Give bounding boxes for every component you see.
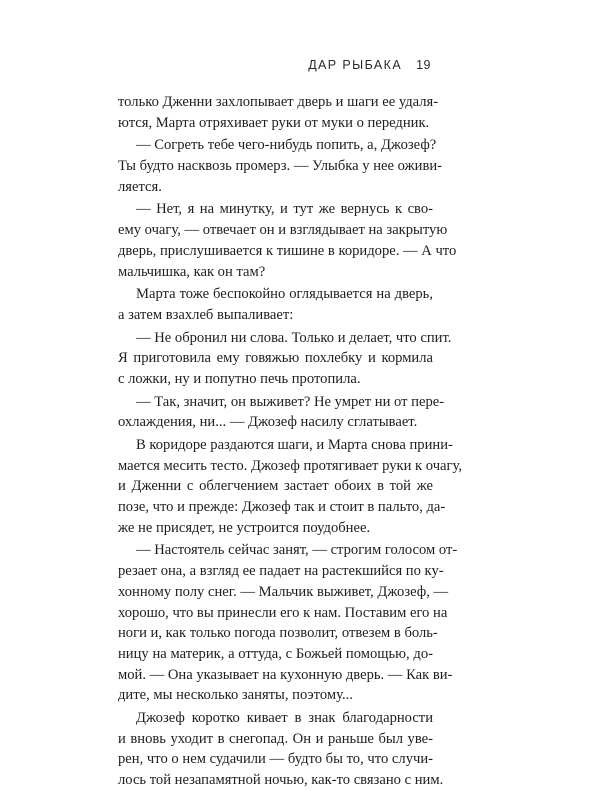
text-line: же не присядет, не устроится поудобнее. [118,519,371,536]
body-text [118,92,462,791]
text-line: мальчишка, как он там? [118,263,266,280]
running-head-title: ДАР РЫБАКА [308,58,403,72]
paragraph [118,392,445,433]
text-line: Марта тоже беспокойно оглядывается на дверь, [136,286,433,303]
text-line: позе, что и прежде: Джозеф так и стоит в пальто, да- [118,499,446,516]
text-line: и вновь уходит в снегопад. Он и раньше был уве- [118,730,433,747]
text-line: — Нет, я на минутку, и тут же вернусь к сво- [136,201,433,218]
text-line: — Не обронил ни слова. Только и делает, что спит. [136,329,452,346]
text-line: ноги и, как только погода позволит, отвезем в боль- [118,625,438,642]
page-number: 19 [416,58,431,72]
text-line: ему очагу, — отвечает он и взглядывает на закрытую [118,222,448,239]
paragraph [118,199,457,282]
text-line: лось той незапамятной ночью, как-то связано с ним. [118,772,444,788]
text-line: мой. — Она указывает на кухонную дверь. — Как ви- [118,666,453,683]
text-line: ляется. [118,178,162,195]
paragraph [118,92,439,133]
paragraph [118,708,444,791]
text-line: — Настоятель сейчас занят, — строгим голосом от- [136,542,458,559]
text-line: дверь, прислушивается к тишине в коридоре. — А что [118,242,457,259]
text-line: резает она, а взгляд ее падает на растекшийся по ку- [118,563,444,580]
text-line: В коридоре раздаются шаги, и Марта снова прини- [136,437,453,453]
text-line: — Так, значит, он выживет? Не умрет ни от пере- [136,393,445,410]
text-line: хонному полу снег. — Мальчик выживет, Джозеф, — [118,583,449,600]
paragraph [118,284,433,325]
text-line: Я приготовила ему говяжью похлебку и кормила [118,350,433,367]
paragraph [118,328,452,390]
text-line: ются, Марта отряхивает руки от муки о передник. [118,114,430,131]
text-line: и Дженни с облегчением застает обоих в той же [118,478,433,495]
text-line: только Дженни захлопывает дверь и шаги ее удаля- [118,94,439,110]
text-line: дите, мы несколько заняты, поэтому... [118,687,353,704]
paragraph [118,540,458,706]
text-line: охлаждения, ни... — Джозеф насилу сглатывает. [118,414,418,431]
paragraph [118,435,462,538]
text-line: Джозеф коротко кивает в знак благодарности [136,709,433,726]
text-line: хорошо, что вы принесли его к нам. Поставим его на [118,604,448,621]
text-line: Ты будто насквозь промерз. — Улыбка у нее оживи- [118,158,443,175]
text-line: ницу на материк, а оттуда, с Божьей помощью, до- [118,645,433,662]
text-line: мается месить тесто. Джозеф протягивает руки к очагу, [118,457,462,474]
text-line: рен, что о нем судачили — будто бы то, что случи- [118,751,433,768]
text-line: — Согреть тебе чего-нибудь попить, а, Джозеф? [136,137,437,154]
paragraph [118,135,443,197]
text-line: с ложки, ну и попутно печь протопила. [118,370,361,387]
text-line: а затем взахлеб выпаливает: [118,306,294,323]
running-head [308,58,431,72]
